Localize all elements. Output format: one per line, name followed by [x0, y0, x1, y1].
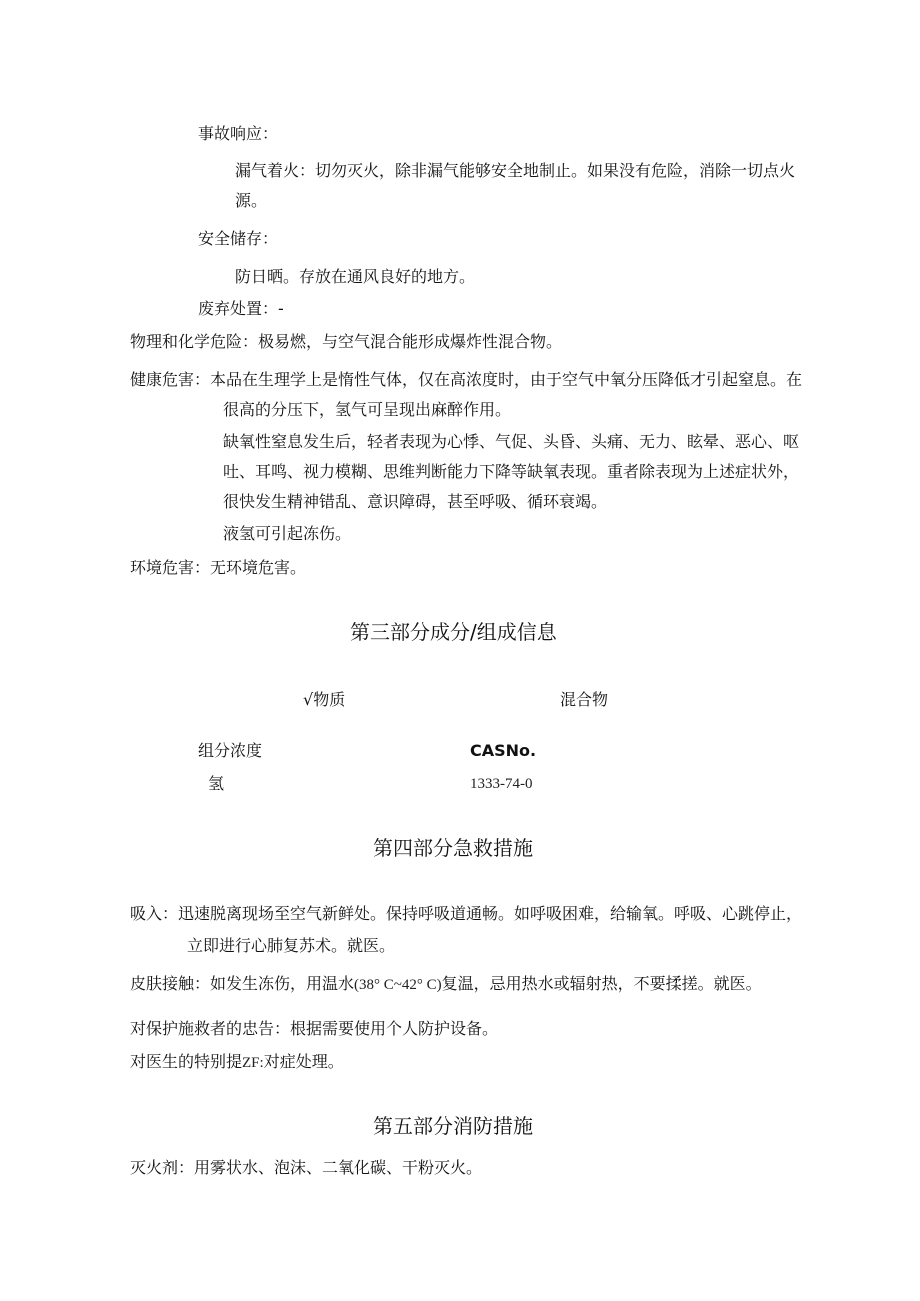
health-hazard-line-1: 健康危害：本品在生理学上是惰性气体，仅在高浓度时，由于空气中氧分压降低才引起窒息。在 — [130, 370, 803, 389]
extinguishing-agent-text: 灭火剂：用雾状水、泡沫、二氧化碳、干粉灭火。 — [130, 1158, 483, 1177]
inhalation-line-2: 立即进行心肺复苏术。就医。 — [187, 936, 396, 955]
physical-hazard-text: 物理和化学危险：极易燃，与空气混合能形成爆炸性混合物。 — [130, 332, 563, 351]
health-hazard-line-4: 吐、耳鸣、视力模糊、思维判断能力下降等缺氧表现。重者除表现为上述症状外， — [223, 462, 800, 481]
storage-text: 防日晒。存放在通风良好的地方。 — [235, 267, 476, 286]
inhalation-line-1: 吸入：迅速脱离现场至空气新鲜处。保持呼吸道通畅。如呼吸困难，给输氧。呼吸、心跳停止， — [130, 904, 803, 923]
leak-fire-line-1: 漏气着火：切勿灭火，除非漏气能够安全地制止。如果没有危险，消除一切点火 — [235, 161, 796, 180]
doctor-note-garbled: ZF: — [242, 1055, 264, 1071]
environment-hazard-text: 环境危害：无环境危害。 — [130, 558, 307, 577]
disposal-text: 废弃处置：- — [198, 299, 284, 318]
rescuer-advice-text: 对保护施救者的忠告：根据需要使用个人防护设备。 — [130, 1019, 499, 1038]
substance-checkbox-label: √物质 — [303, 690, 346, 709]
skin-contact-part-1: 皮肤接触：如发生冻伤，用温水 — [130, 974, 355, 993]
section3-title: 第三部分成分/组成信息 — [350, 620, 557, 644]
health-hazard-line-2: 很高的分压下，氢气可呈现出麻醉作用。 — [223, 400, 512, 419]
accident-response-label: 事故响应： — [198, 124, 279, 143]
safe-storage-label: 安全储存： — [198, 229, 279, 248]
doctor-note-part-1: 对医生的特别提 — [130, 1052, 243, 1071]
cas-number: 1333-74-0 — [470, 776, 533, 792]
section4-title: 第四部分急救措施 — [373, 836, 533, 860]
skin-contact-text — [130, 974, 762, 995]
health-hazard-line-3: 缺氧性窒息发生后，轻者表现为心悸、气促、头昏、头痛、无力、眩晕、恶心、呕 — [223, 432, 800, 451]
leak-fire-line-2: 源。 — [235, 191, 268, 210]
mixture-label: 混合物 — [560, 690, 609, 709]
component-name: 氢 — [208, 774, 225, 793]
skin-contact-part-2: 复温，忌用热水或辐射热，不要揉搓。就医。 — [441, 974, 762, 993]
cas-column-header: CASNo. — [470, 741, 537, 760]
concentration-column-header: 组分浓度 — [198, 741, 263, 760]
doctor-note-text — [130, 1052, 344, 1073]
section5-title: 第五部分消防措施 — [373, 1114, 533, 1138]
doctor-note-part-2: 对症处理。 — [263, 1052, 344, 1071]
skin-contact-temperature: (38° C~42° C) — [354, 977, 442, 993]
health-hazard-line-6: 液氢可引起冻伤。 — [223, 524, 352, 543]
health-hazard-line-5: 很快发生精神错乱、意识障碍，甚至呼吸、循环衰竭。 — [223, 492, 608, 511]
